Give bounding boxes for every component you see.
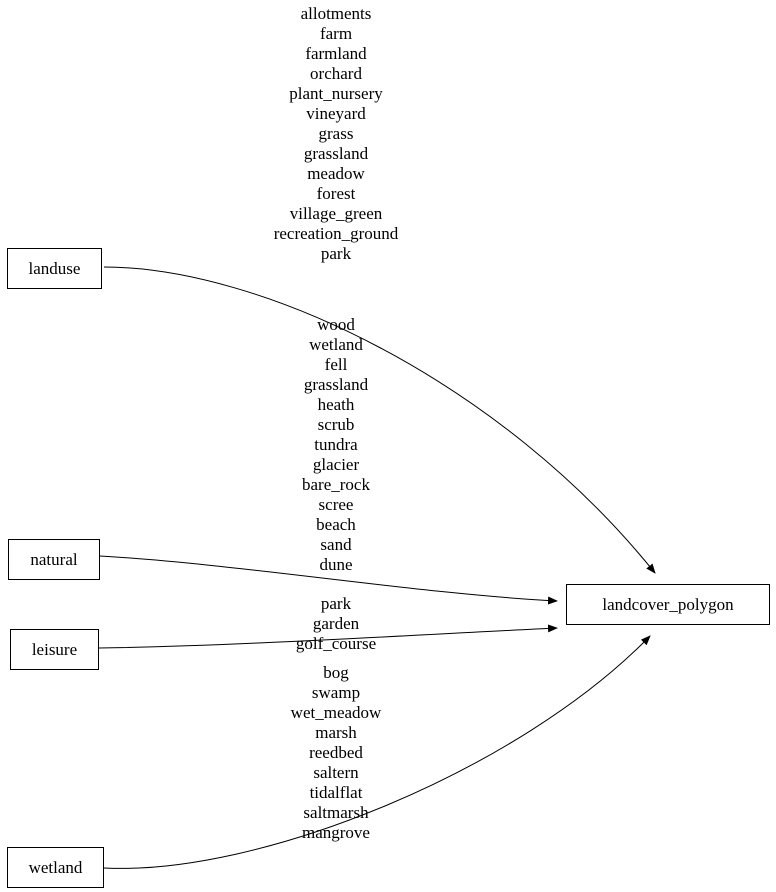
node-landuse-label: landuse <box>28 258 81 278</box>
value-item: garden <box>312 614 360 633</box>
value-list-wetland <box>246 663 426 843</box>
value-item: marsh <box>315 723 357 742</box>
value-item: wetland <box>309 335 363 354</box>
value-list-natural <box>246 315 426 575</box>
value-item: bare_rock <box>302 475 370 494</box>
value-list-leisure <box>246 594 426 654</box>
value-item: vineyard <box>306 104 366 123</box>
node-natural-label: natural <box>30 549 78 569</box>
node-landuse[interactable] <box>7 248 102 289</box>
value-item: tidalflat <box>309 783 363 802</box>
value-item: tundra <box>314 435 358 454</box>
value-item: wet_meadow <box>290 703 382 722</box>
value-item: glacier <box>312 455 360 474</box>
value-item: wood <box>317 315 355 334</box>
value-item: fell <box>324 355 348 374</box>
value-item: orchard <box>310 64 362 83</box>
value-item: park <box>320 594 352 613</box>
node-leisure[interactable] <box>10 629 99 670</box>
value-item: saltmarsh <box>303 803 369 822</box>
node-landcover-polygon-label: landcover_polygon <box>602 594 734 614</box>
value-list-landuse <box>246 4 426 264</box>
value-item: farm <box>319 24 353 43</box>
node-landcover-polygon[interactable] <box>566 584 770 625</box>
value-item: mangrove <box>302 823 370 842</box>
value-item: saltern <box>313 763 359 782</box>
value-item: forest <box>316 184 356 203</box>
value-item: meadow <box>307 164 365 183</box>
value-item: park <box>320 244 352 263</box>
value-item: village_green <box>289 204 383 223</box>
node-wetland-label: wetland <box>28 857 83 877</box>
value-item: recreation_ground <box>273 224 399 243</box>
value-item: dune <box>319 555 353 574</box>
value-item: swamp <box>311 683 361 702</box>
value-item: farmland <box>305 44 367 63</box>
value-item: bog <box>323 663 349 682</box>
value-item: golf_course <box>295 634 377 653</box>
value-item: grass <box>318 124 354 143</box>
value-item: scree <box>318 495 354 514</box>
node-leisure-label: leisure <box>31 639 78 659</box>
value-item: reedbed <box>309 743 363 762</box>
node-wetland[interactable] <box>7 847 104 888</box>
value-item: scrub <box>317 415 355 434</box>
value-item: sand <box>320 535 352 554</box>
value-item: plant_nursery <box>289 84 383 103</box>
node-natural[interactable] <box>8 539 100 580</box>
value-item: allotments <box>300 4 372 23</box>
value-item: heath <box>317 395 355 414</box>
value-item: grassland <box>303 144 369 163</box>
value-item: grassland <box>303 375 369 394</box>
value-item: beach <box>316 515 356 534</box>
